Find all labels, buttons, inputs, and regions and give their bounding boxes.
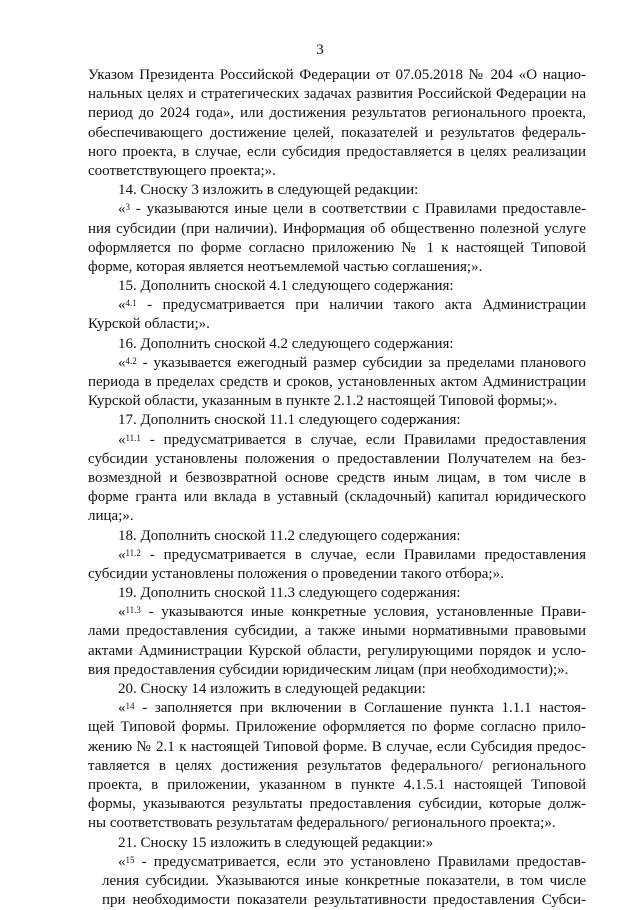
text-line: лица;». <box>88 508 134 525</box>
text-line: Указом Президента Российской Федерации от 07.05.2018 № 204 «О нацио- <box>88 67 586 83</box>
text-line: при необходимости показатели результативности предоставления Субси- <box>102 892 586 909</box>
text-line: «$^{14}$ - заполняется при включении в Соглашение пункта 1.1.1 настоя- <box>118 700 586 717</box>
text-line: «$^{11.2}$ - предусматривается в случае, если Правилами предоставления <box>118 546 586 563</box>
text-line: тавляется в целях достижения результатов федерального/ регионального <box>88 757 586 774</box>
text-line: 15. Дополнить сноской 4.1 следующего содержания: <box>118 278 454 295</box>
text-line: щей Типовой формы. Приложение оформляется по форме согласно прило- <box>88 719 586 736</box>
text-line: период до 2024 года», или достижения результатов регионального проекта, <box>88 105 586 122</box>
footnote-marker: 15 <box>125 854 135 865</box>
text-line: субсидии установлены положения о проведении такого отбора;». <box>88 565 504 582</box>
text-line: Курской области;». <box>88 316 210 333</box>
text-line: «$^3$ - указываются иные цели в соответствии с Правилами предоставле- <box>118 201 586 218</box>
footnote-marker: 3 <box>125 202 130 213</box>
text-line: ного проекта, в случае, если субсидия предоставляется в целях реализации <box>88 143 586 160</box>
text-line: субсидии установлены положения о предоставлении Получателем на без- <box>88 450 586 467</box>
footnote-marker: 11.3 <box>125 605 141 616</box>
text-line: 18. Дополнить сноской 11.2 следующего содержания: <box>118 527 461 544</box>
text-line: форме, которая является неотъемлемой частью соглашения;». <box>88 258 483 275</box>
text-line: нальных целях и стратегических задачах развития Российской Федерации на <box>88 86 586 103</box>
text-line: ны соответствовать результатам федерального/ регионального проекта;». <box>88 815 556 832</box>
text-line: Курской области, указанным в пункте 2.1.2 настоящей Типовой формы;». <box>88 393 558 410</box>
text-line: проекта, в приложении, указанном в пункте 4.1.5.1 настоящей Типовой <box>88 776 586 793</box>
page-number: 3 <box>316 42 324 58</box>
text-line: «$^{11.3}$ - указываются иные конкретные условия, установленные Прави- <box>118 604 586 621</box>
text-line: соответствующего проекта;». <box>88 162 276 179</box>
text-line: оформляется по форме согласно приложению № 1 к настоящей Типовой <box>88 239 586 256</box>
footnote-marker: 14 <box>125 701 135 712</box>
text-line: 20. Сноску 14 изложить в следующей редакции: <box>118 681 426 697</box>
text-line: вия предоставления субсидии юридическим лицам (при необходимости);». <box>88 661 569 678</box>
text-line: «$^{11.1}$ - предусматривается в случае, если Правилами предоставления <box>118 431 586 448</box>
text-line: периода в пределах средств и сроков, установленных актом Администрации <box>88 374 586 390</box>
text-line: 21. Сноску 15 изложить в следующей редакции:» <box>118 834 434 851</box>
text-line: 14. Сноску 3 изложить в следующей редакции: <box>118 182 419 199</box>
text-line: лами предоставления субсидии, а также иными нормативными правовыми <box>88 623 586 640</box>
text-line: обеспечивающего достижение целей, показателей и результатов федераль- <box>88 124 586 141</box>
text-line: «$^{15}$ - предусматривается, если это установлено Правилами предостав- <box>118 853 586 870</box>
footnote-marker: 11.1 <box>125 432 141 443</box>
document-body <box>88 66 586 910</box>
text-line: «$^{4.2}$ - указывается ежегодный размер субсидии за пределами планового <box>118 354 586 371</box>
text-line: актами Администрации Курской области, регулирующими порядок и усло- <box>88 642 586 659</box>
text-line: формы, указываются результаты предоставления субсидии, которые долж- <box>88 796 586 813</box>
text-line: ления субсидии. Указываются иные конкретные показатели, в том числе <box>102 872 586 889</box>
text-line: 17. Дополнить сноской 11.1 следующего содержания: <box>118 412 461 429</box>
text-line: ния субсидии (при наличии). Информация об общественно полезной услуге <box>88 220 586 237</box>
text-line: 19. Дополнить сноской 11.3 следующего содержания: <box>118 585 461 602</box>
text-line: «$^{4.1}$ - предусматривается при наличии такого акта Администрации <box>118 297 586 314</box>
text-line: возмездной и безвозвратной основе средств иным лицам, в том числе в <box>88 469 586 486</box>
text-line: жению № 2.1 к настоящей Типовой форме. В случае, если Субсидия предос- <box>88 738 586 755</box>
footnote-marker: 4.1 <box>125 298 137 309</box>
text-line: форме гранта или вклада в уставный (складочный) капитал юридического <box>88 489 586 506</box>
footnote-marker: 4.2 <box>125 355 137 366</box>
footnote-marker: 11.2 <box>125 547 141 558</box>
text-line: 16. Дополнить сноской 4.2 следующего содержания: <box>118 335 454 352</box>
